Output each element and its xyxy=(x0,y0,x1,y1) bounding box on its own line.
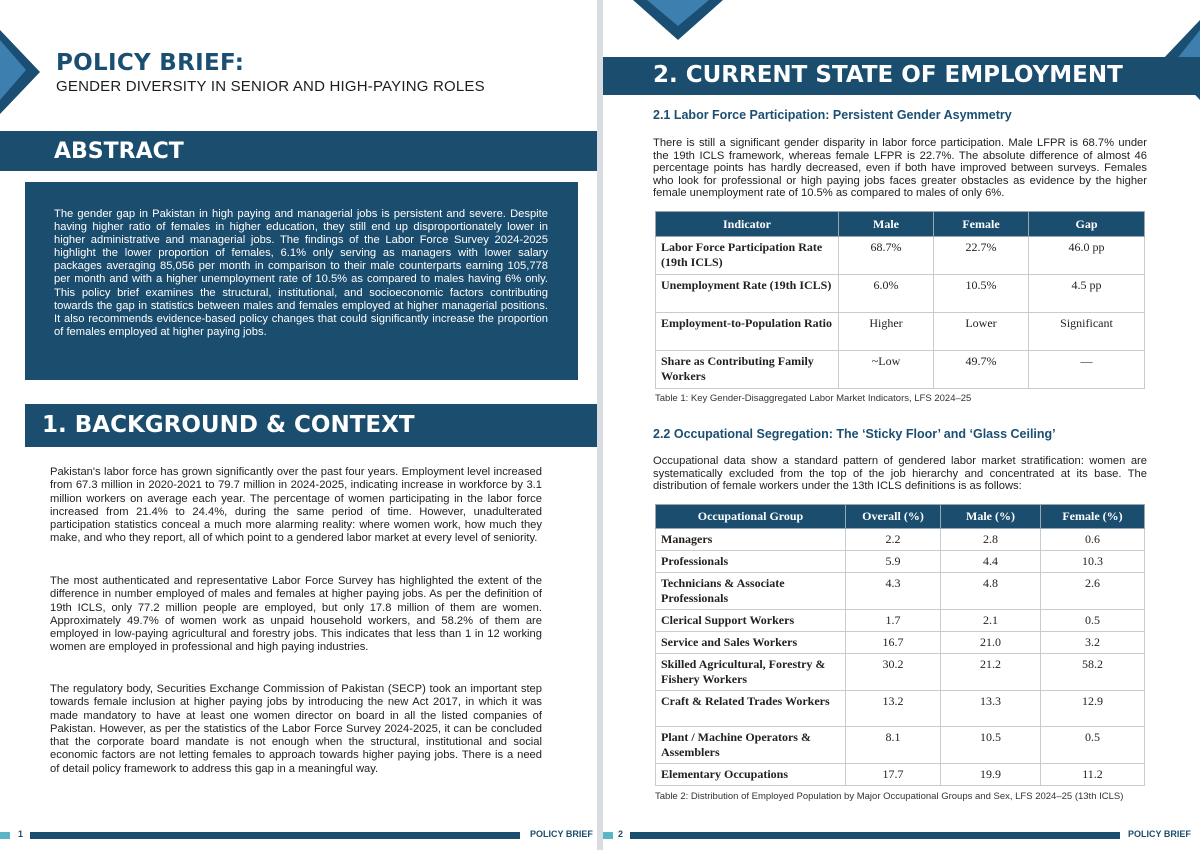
table-header-row xyxy=(656,505,1145,529)
table-row xyxy=(656,551,1145,573)
table-row xyxy=(656,764,1145,786)
page-number: 1 xyxy=(18,829,24,839)
column-header: Female xyxy=(934,212,1029,237)
table-row xyxy=(656,313,1145,351)
background-paragraph-2: The most authenticated and representative Labor Force Survey has highlighted the extent of the difference in number employed of males and females at higher paying jobs. As per the definition of 19th ICLS, only 77.2 million people are employed, but only 17.8 million of them are women. Approximately 49.7% of women work as unpaid household workers, and 58.2% of them are employed in low-paying agricultural and forestry jobs. This indicates that less than 1 in 12 working women are employed in professional and high paying industries. xyxy=(50,575,542,654)
table-cell: ~Low xyxy=(839,351,934,389)
table-row xyxy=(656,573,1145,610)
column-header: Overall (%) xyxy=(846,505,941,529)
table-cell: 10.3 xyxy=(1041,551,1145,573)
table-cell: Craft & Related Trades Workers xyxy=(656,691,846,727)
table-cell: 2.6 xyxy=(1041,573,1145,610)
table-row xyxy=(656,529,1145,551)
table-cell: Technicians & Associate Professionals xyxy=(656,573,846,610)
footer-bar xyxy=(630,832,1120,839)
table-row xyxy=(656,275,1145,313)
table-cell: 16.7 xyxy=(846,632,941,654)
table-cell: 4.4 xyxy=(941,551,1041,573)
abstract-heading: ABSTRACT xyxy=(0,131,597,171)
section2-heading: 2. CURRENT STATE OF EMPLOYMENT xyxy=(603,57,1200,95)
top-triangle-decoration-inner xyxy=(647,0,709,26)
table-cell: 11.2 xyxy=(1041,764,1145,786)
table-cell: 0.5 xyxy=(1041,727,1145,764)
table-cell: 46.0 pp xyxy=(1029,237,1145,275)
column-header: Indicator xyxy=(656,212,839,237)
table-cell: Clerical Support Workers xyxy=(656,610,846,632)
table-cell: Plant / Machine Operators & Assemblers xyxy=(656,727,846,764)
table-cell: 13.2 xyxy=(846,691,941,727)
table-cell: 4.8 xyxy=(941,573,1041,610)
column-header: Occupational Group xyxy=(656,505,846,529)
table-cell: Labor Force Participation Rate (19th ICLS) xyxy=(656,237,839,275)
table-cell: Employment-to-Population Ratio xyxy=(656,313,839,351)
table-cell: Lower xyxy=(934,313,1029,351)
footer-bar xyxy=(30,832,520,839)
table-cell: Unemployment Rate (19th ICLS) xyxy=(656,275,839,313)
subsection-2-2-heading: 2.2 Occupational Segregation: The ‘Sticky Floor’ and ‘Glass Ceiling’ xyxy=(653,427,1056,441)
table-cell: 12.9 xyxy=(1041,691,1145,727)
table-cell: 8.1 xyxy=(846,727,941,764)
table-cell: 21.0 xyxy=(941,632,1041,654)
occupational-groups-table xyxy=(655,504,1145,786)
table-cell: 2.8 xyxy=(941,529,1041,551)
table-cell: Professionals xyxy=(656,551,846,573)
indicators-table xyxy=(655,211,1145,389)
table-cell: 0.6 xyxy=(1041,529,1145,551)
footer-label: POLICY BRIEF xyxy=(530,829,593,839)
table-cell: 17.7 xyxy=(846,764,941,786)
table-cell: — xyxy=(1029,351,1145,389)
footer-accent xyxy=(0,832,10,839)
table-cell: 5.9 xyxy=(846,551,941,573)
abstract-text: The gender gap in Pakistan in high paying and managerial jobs is persistent and severe. Despite having higher ratio of females in higher education, they still end up disproportionately lower in higher administrative and managerial jobs. The findings of the Labor Force Survey 2024-2025 highlight the lower proportion of females, 6.1% only serving as managers with lower salary packages averaging 85,056 per month in comparison to their male counterparts earning 105,778 per month and with a higher unemployment rate of 10.5% as compared to males having 6% only. This policy brief examines the structural, institutional, and socioeconomic factors contributing towards the gap in statistics between males and females employed at higher managerial positions. It also recommends evidence-based policy changes that could significantly increase the proportion of females employed at higher paying jobs. xyxy=(25,182,578,380)
corner-triangle-decoration-inner xyxy=(0,40,26,100)
table-row xyxy=(656,632,1145,654)
table-cell: 10.5 xyxy=(941,727,1041,764)
page-number: 2 xyxy=(618,829,624,839)
subsection-2-1-heading: 2.1 Labor Force Participation: Persistent Gender Asymmetry xyxy=(653,108,1012,122)
table-cell: Share as Contributing Family Workers xyxy=(656,351,839,389)
table-cell: 21.2 xyxy=(941,654,1041,691)
table-cell: 3.2 xyxy=(1041,632,1145,654)
brief-subtitle: GENDER DIVERSITY IN SENIOR AND HIGH-PAYING ROLES xyxy=(56,78,485,95)
table-cell: 0.5 xyxy=(1041,610,1145,632)
section1-heading: 1. BACKGROUND & CONTEXT xyxy=(25,404,597,447)
table-row xyxy=(656,727,1145,764)
table-row xyxy=(656,351,1145,389)
table-cell: Managers xyxy=(656,529,846,551)
table-cell: 30.2 xyxy=(846,654,941,691)
table-cell: Skilled Agricultural, Forestry & Fishery Workers xyxy=(656,654,846,691)
subsection-2-1-text: There is still a significant gender disparity in labor force participation. Male LFPR is 68.7% under the 19th ICLS framework, whereas female LFPR is 22.7%. The absolute difference of almost 46 percentage points has hardly decreased, even if both have improved between surveys. Females who look for professional or high paying jobs faces greater obstacles as evidence by the higher female unemployment rate of 10.5% as compared to males of only 6%. xyxy=(653,137,1147,199)
table-cell: 2.2 xyxy=(846,529,941,551)
table1-caption: Table 1: Key Gender-Disaggregated Labor Market Indicators, LFS 2024–25 xyxy=(655,393,972,404)
table-cell: 49.7% xyxy=(934,351,1029,389)
brief-title: POLICY BRIEF: xyxy=(56,50,245,76)
column-header: Gap xyxy=(1029,212,1145,237)
background-paragraph-3: The regulatory body, Securities Exchange Commission of Pakistan (SECP) took an important step towards female inclusion at higher paying jobs by introducing the new Act 2017, in which it was made mandatory to have at least one women director on board in all the listed companies of Pakistan. However, as per the statistics of the Labor Force Survey 2024-2025, it can be concluded that the corporate board mandate is not enough when the structural, institutional and social economic factors are not letting females to approach towards higher paying jobs. There is a need of detail policy framework to address this gap in a meaningful way. xyxy=(50,683,542,775)
table-cell: 4.3 xyxy=(846,573,941,610)
table-cell: 13.3 xyxy=(941,691,1041,727)
table-cell: Elementary Occupations xyxy=(656,764,846,786)
table-cell: 6.0% xyxy=(839,275,934,313)
table-cell: 19.9 xyxy=(941,764,1041,786)
column-header: Female (%) xyxy=(1041,505,1145,529)
table-row xyxy=(656,237,1145,275)
footer-label: POLICY BRIEF xyxy=(1128,829,1191,839)
table-cell: 10.5% xyxy=(934,275,1029,313)
table-header-row xyxy=(656,212,1145,237)
table-row xyxy=(656,691,1145,727)
table-cell: Service and Sales Workers xyxy=(656,632,846,654)
column-header: Male xyxy=(839,212,934,237)
table-row xyxy=(656,654,1145,691)
table-cell: Significant xyxy=(1029,313,1145,351)
table-cell: 2.1 xyxy=(941,610,1041,632)
table-cell: 22.7% xyxy=(934,237,1029,275)
table-cell: 68.7% xyxy=(839,237,934,275)
column-header: Male (%) xyxy=(941,505,1041,529)
table-row xyxy=(656,610,1145,632)
footer-accent xyxy=(603,832,613,839)
table-cell: 58.2 xyxy=(1041,654,1145,691)
table-cell: 1.7 xyxy=(846,610,941,632)
subsection-2-2-text: Occupational data show a standard pattern of gendered labor market stratification: women are systematically excluded from the top of the job hierarchy and concentrated at its base. The distribution of female workers under the 13th ICLS definitions is as follows: xyxy=(653,455,1147,492)
table2-caption: Table 2: Distribution of Employed Population by Major Occupational Groups and Sex, LFS 2024–25 (13th ICLS) xyxy=(655,791,1124,802)
table-cell: 4.5 pp xyxy=(1029,275,1145,313)
table-cell: Higher xyxy=(839,313,934,351)
background-paragraph-1: Pakistan's labor force has grown significantly over the past four years. Employment level increased from 67.3 million in 2020-2021 to 79.7 million in 2024-2025, indicating increase in workforce by 3.1 million workers on average each year. The percentage of women participating in the labor force increased from 21.4% to 24.4%, during the same period of time. However, unadulterated participation statistics conceal a much more alarming reality: where women work, how much they make, and who they report, all of which point to a gendered labor market at every level of seniority. xyxy=(50,466,542,545)
